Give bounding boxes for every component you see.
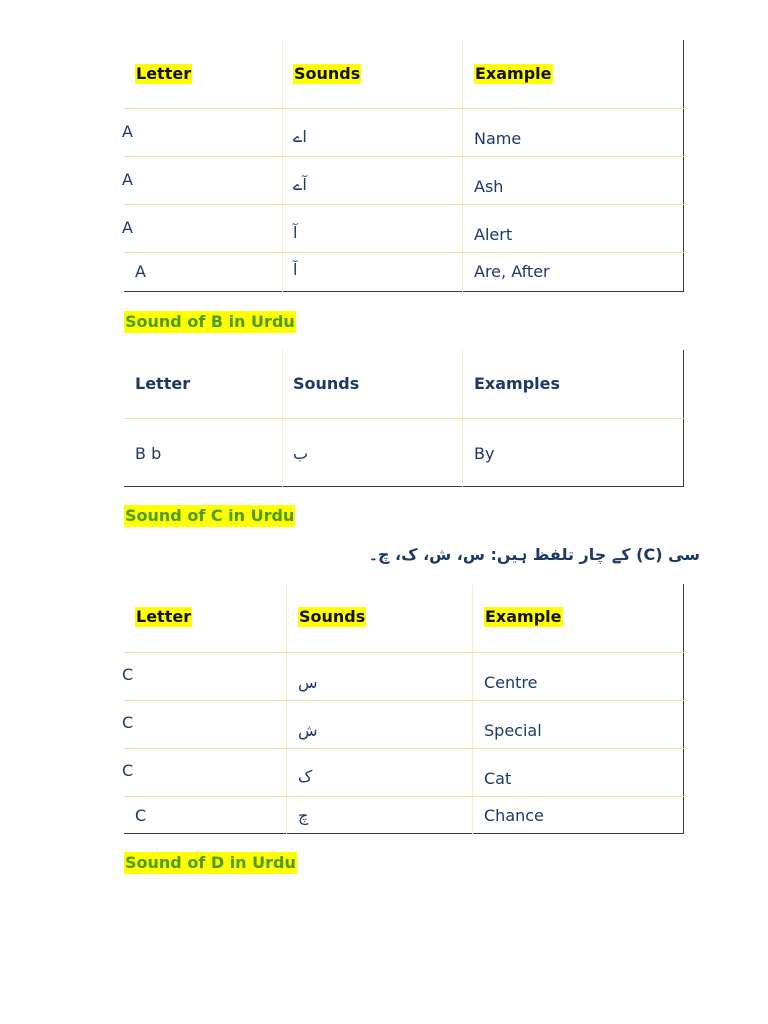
- section-heading-d: Sound of D in Urdu: [125, 853, 296, 872]
- table-row: [124, 652, 684, 701]
- cell-example: Centre: [484, 673, 538, 692]
- cell-example: Name: [474, 129, 522, 148]
- cell-example: Special: [484, 721, 542, 740]
- header-sounds: Sounds: [294, 64, 361, 83]
- cell-example: Cat: [484, 769, 512, 788]
- cell-letter: A: [122, 170, 133, 189]
- cell-letter: C: [122, 665, 134, 684]
- header-letter: Letter: [136, 607, 192, 626]
- cell-letter: A: [122, 218, 133, 237]
- table-letter-c: [124, 584, 684, 834]
- table-letter-a: [124, 40, 684, 292]
- cell-letter: C: [135, 806, 147, 825]
- table-row: [124, 204, 684, 253]
- header-letter: Letter: [136, 64, 192, 83]
- table-letter-b: [124, 350, 684, 487]
- cell-letter: B b: [135, 444, 162, 463]
- cell-sound: آے: [293, 175, 307, 194]
- cell-letter: C: [122, 713, 134, 732]
- table-row: [124, 796, 684, 835]
- cell-example: Are, After: [474, 262, 550, 281]
- header-sounds: Sounds: [293, 374, 360, 393]
- table-row: [124, 748, 684, 797]
- header-example: Example: [485, 607, 562, 626]
- cell-sound: س: [298, 673, 318, 692]
- section-heading-c: Sound of C in Urdu: [125, 506, 295, 525]
- table-row: [124, 700, 684, 749]
- cell-example: Alert: [474, 225, 513, 244]
- cell-letter: A: [135, 262, 146, 281]
- cell-sound: آ: [293, 223, 298, 242]
- cell-letter: A: [122, 122, 133, 141]
- cell-sound: ک: [298, 767, 313, 786]
- header-example: Example: [475, 64, 552, 83]
- table-header-row: [124, 350, 684, 418]
- table-row: [124, 252, 684, 293]
- urdu-note: سی (C) کے چار تلفظ ہیں: س، ش، ک، چ۔: [368, 545, 700, 564]
- cell-sound: ب: [293, 444, 309, 463]
- cell-sound: چ: [298, 806, 309, 825]
- cell-letter: C: [122, 761, 134, 780]
- cell-sound: ش: [298, 721, 318, 740]
- header-letter: Letter: [135, 374, 191, 393]
- section-heading-b: Sound of B in Urdu: [125, 312, 295, 331]
- table-row: [124, 108, 684, 157]
- header-examples: Examples: [474, 374, 561, 393]
- cell-example: Ash: [474, 177, 504, 196]
- header-sounds: Sounds: [299, 607, 366, 626]
- table-row: [124, 418, 684, 488]
- cell-sound: آ: [293, 260, 298, 279]
- cell-sound: اے: [293, 127, 307, 146]
- cell-example: By: [474, 444, 495, 463]
- table-header-row: [124, 40, 684, 108]
- table-row: [124, 156, 684, 205]
- table-header-row: [124, 584, 684, 652]
- cell-example: Chance: [484, 806, 544, 825]
